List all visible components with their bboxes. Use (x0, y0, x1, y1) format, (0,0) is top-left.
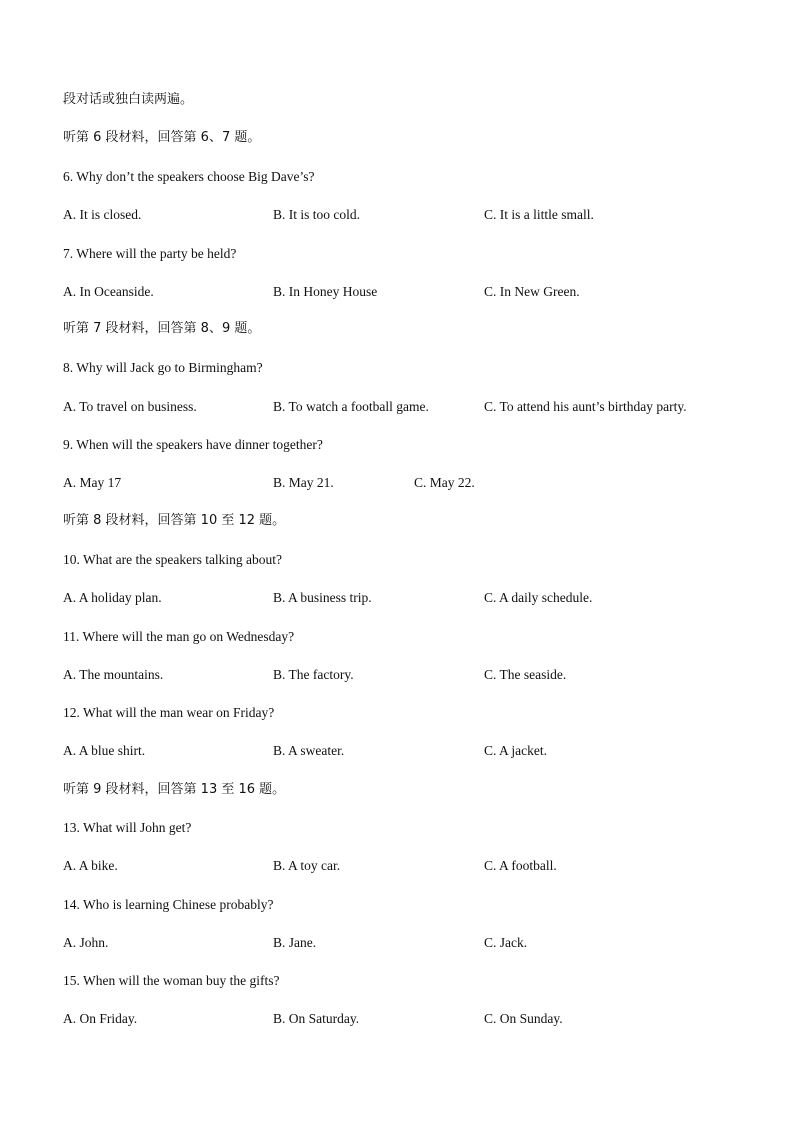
option-a: A. On Friday. (63, 1011, 138, 1026)
option-b: B. It is too cold. (273, 207, 360, 222)
option-a: A. It is closed. (63, 207, 142, 222)
option-b: B. To watch a football game. (273, 399, 429, 414)
option-a: A. John. (63, 935, 109, 950)
option-c: C. To attend his aunt’s birthday party. (484, 399, 687, 414)
question-text: 6. Why don’t the speakers choose Big Dave’s? (63, 169, 315, 184)
option-a: A. To travel on business. (63, 399, 197, 414)
section-heading: 听第 6 段材料，回答第 6、7 题。 (63, 130, 261, 145)
option-a: A. A blue shirt. (63, 743, 146, 758)
option-c: C. A jacket. (484, 743, 547, 758)
option-a: A. The mountains. (63, 667, 164, 682)
option-b: B. In Honey House (273, 284, 378, 299)
option-c: C. The seaside. (484, 667, 567, 682)
question-text: 8. Why will Jack go to Birmingham? (63, 360, 263, 375)
section-heading: 听第 7 段材料，回答第 8、9 题。 (63, 321, 261, 336)
section-heading: 听第 8 段材料，回答第 10 至 12 题。 (63, 513, 286, 528)
option-c: C. On Sunday. (484, 1011, 563, 1026)
option-a: A. A bike. (63, 858, 118, 873)
option-b: B. A business trip. (273, 590, 372, 605)
option-b: B. On Saturday. (273, 1011, 360, 1026)
option-a: A. May 17 (63, 475, 122, 490)
question-text: 15. When will the woman buy the gifts? (63, 973, 280, 988)
question-text: 14. Who is learning Chinese probably? (63, 897, 274, 912)
option-c: C. A football. (484, 858, 557, 873)
option-b: B. Jane. (273, 935, 317, 950)
question-text: 7. Where will the party be held? (63, 246, 237, 261)
option-c: C. Jack. (484, 935, 528, 950)
option-b: B. May 21. (273, 475, 334, 490)
option-c: C. May 22. (414, 475, 475, 490)
option-c: C. In New Green. (484, 284, 580, 299)
option-c: C. It is a little small. (484, 207, 594, 222)
question-text: 12. What will the man wear on Friday? (63, 705, 275, 720)
option-b: B. A sweater. (273, 743, 345, 758)
option-b: B. The factory. (273, 667, 354, 682)
question-text: 9. When will the speakers have dinner together? (63, 437, 323, 452)
intro-text: 段对话或独白读两遍。 (63, 92, 194, 107)
option-c: C. A daily schedule. (484, 590, 593, 605)
option-a: A. In Oceanside. (63, 284, 154, 299)
option-b: B. A toy car. (273, 858, 341, 873)
question-text: 13. What will John get? (63, 820, 192, 835)
option-a: A. A holiday plan. (63, 590, 162, 605)
section-heading: 听第 9 段材料，回答第 13 至 16 题。 (63, 782, 286, 797)
question-text: 11. Where will the man go on Wednesday? (63, 629, 295, 644)
question-text: 10. What are the speakers talking about? (63, 552, 283, 567)
